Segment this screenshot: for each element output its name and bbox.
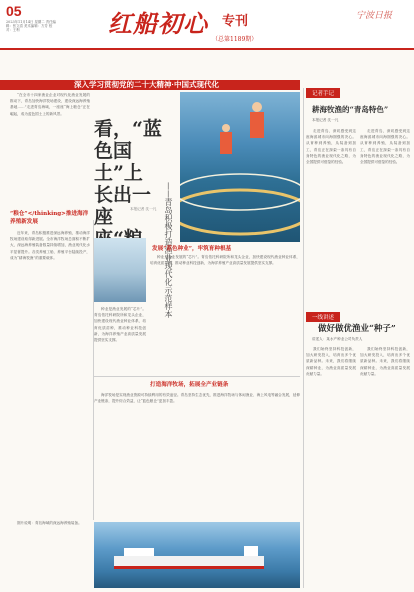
- section-divider: [94, 376, 300, 377]
- side-text-2a: 我们始终坚持科技创新，加大研发投入，培育出多个优质新品种。未来，我们将继续深耕种业，为渔业高质量发展贡献力量。: [306, 347, 356, 376]
- theme-band-text: 深入学习贯彻党的二十大精神·中国式现代化: [74, 80, 219, 89]
- section-text-1: 种业是渔业发展的“芯片”。青岛依托科研院所和龙头企业，加快建设现代渔业种业体系，培育优质苗种，推动种业科技创新，为海洋养殖产业高质量发展提供坚实支撑。: [150, 255, 300, 266]
- section-head-1: 发展“蓝色种业”，牢筑育种根基: [152, 246, 232, 252]
- page-number: 05: [6, 3, 22, 19]
- section-title: 红船初心: [108, 9, 208, 38]
- side-author-2: 讲述人：某水产种业公司负责人: [312, 337, 363, 341]
- side-text-2b: 我们始终坚持科技创新，加大研发投入，培育出多个优质新品种。未来，我们将继续深耕种业，为渔业高质量发展贡献力量。: [360, 347, 410, 376]
- worker-photo: [94, 238, 146, 302]
- issue-number: （总第1189期）: [212, 36, 258, 43]
- photo-caption: 图片说明：青岛海域的深远海养殖装备。: [17, 521, 82, 525]
- article-title: 看，“蓝色国土”上长出一座: [94, 118, 162, 228]
- left-section-head: “粮仓”</thinking>推进海洋养殖新发展: [10, 211, 89, 225]
- section-text-2: 海洋牧场是实现渔业资源可持续利用的有效途径。青岛坚持生态优先，推进海洋牧场与休闲渔业、海上风电等融合发展，延伸产业链条，提升综合效益，让“蓝色粮仓”更加丰盈。: [94, 393, 300, 404]
- side-text-1b: 走进青岛，深切感受到这座海滨城市向海图强的决心。从育种到养殖，从装备到加工，青岛正在探索一条具有自身特色的渔业现代化之路，为全国提供可借鉴的经验。: [360, 129, 410, 165]
- article-byline: 本报记者 沈一凡: [130, 207, 157, 211]
- side-text-1a: 走进青岛，深切感受到这座海滨城市向海图强的决心。从育种到养殖，从装备到加工，青岛正在探索一条具有自身特色的渔业现代化之路，为全国提供可借鉴的经验。: [306, 129, 356, 165]
- side-label-notes: 记者手记: [306, 88, 340, 98]
- side-title-1: 耕海牧渔的“青岛特色”: [312, 105, 389, 114]
- article-subtitle: ——青岛积极打造渔业现代化示范样本: [164, 182, 173, 318]
- side-label-frontline: 一线讲述: [306, 312, 340, 322]
- section-subtitle: 专刊: [222, 14, 249, 29]
- side-author-1: 本报记者 沈一凡: [312, 118, 339, 122]
- top-photo: [180, 92, 300, 242]
- side-title-2: 做好做优渔业“种子”: [318, 324, 396, 334]
- ship-illustration: [94, 522, 300, 588]
- left-column-text-1: “在全市十四家渔业企业对现代化渔业发展的推动下，青岛加快海洋牧场建设，建设深远海养殖基地……”走进青岛海域，一座座“海上粮仓”正在崛起，成为蓝色国土上的新风景。: [10, 93, 90, 116]
- newspaper-logo: 宁波日报: [356, 11, 393, 21]
- page-meta: 2023年11月14日 星期二 责任编辑：张文清 美术编辑：方芳 校对：王利: [6, 20, 56, 33]
- bottom-photo: [94, 522, 300, 588]
- fishing-cage-illustration: [180, 92, 300, 242]
- left-column-text-2: 近年来，青岛积极推进深远海养殖，推动海洋牧场建设取得新进展。全市海洋牧场总面积不断扩大，深远海养殖装备数量持续增加，渔业现代化水平显著提升。各类养殖工船、养殖平台陆续投产，成为“耕海牧渔”的重要载体。: [10, 231, 90, 260]
- middle-column-text: 种业是渔业发展的“芯片”。青岛依托科研院所和龙头企业，加快建设现代渔业种业体系，培育优质苗种，推动种业科技创新，为海洋养殖产业高质量发展提供坚实支撑。: [94, 307, 146, 343]
- section-head-2: 打造海洋牧场，拓展全产业链条: [150, 382, 229, 388]
- column-divider-right: [303, 88, 304, 588]
